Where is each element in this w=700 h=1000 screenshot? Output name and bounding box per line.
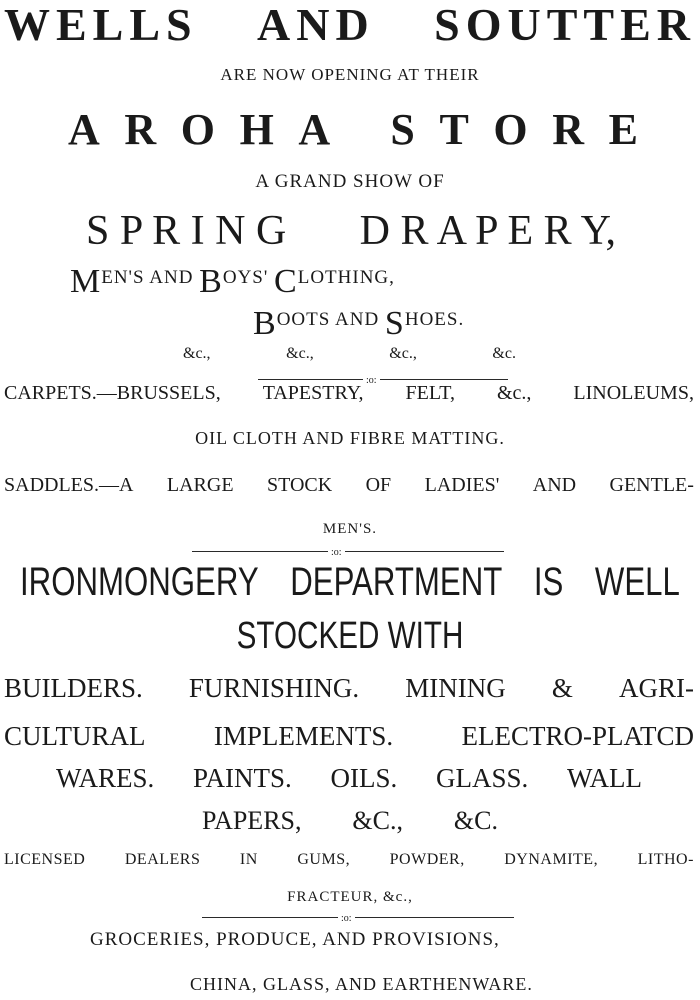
footwear-line bbox=[253, 307, 464, 341]
licensed-word: LICENSED bbox=[4, 851, 86, 868]
carpets-continuation: OIL CLOTH AND FIBRE MATTING. bbox=[195, 428, 505, 448]
ironmongery-line bbox=[20, 562, 680, 602]
divider-mark: :o: bbox=[328, 548, 345, 558]
store-letter: A bbox=[298, 105, 331, 154]
cultural-word: IMPLEMENTS. bbox=[213, 721, 394, 751]
drop-initial: B bbox=[199, 263, 223, 300]
store-letter: S bbox=[390, 105, 415, 154]
drop-initial: B bbox=[253, 305, 277, 342]
saddles-continuation: MEN'S. bbox=[322, 521, 378, 537]
saddles-word: OF bbox=[365, 474, 392, 496]
store-letter: E bbox=[608, 105, 638, 154]
spring-drapery bbox=[86, 210, 616, 252]
builders-word: MINING bbox=[405, 673, 506, 703]
saddles-word: GENTLE- bbox=[609, 474, 694, 496]
groceries-line: GROCERIES, PRODUCE, AND PROVISIONS, bbox=[90, 929, 500, 950]
saddles-word: SADDLES.—A bbox=[4, 474, 134, 496]
divider-rule bbox=[192, 551, 504, 552]
etc-item: &c. bbox=[492, 345, 516, 362]
clothing-word: OYS' bbox=[222, 267, 269, 288]
store-gap bbox=[355, 108, 366, 152]
carpets-word: FELT, bbox=[405, 382, 455, 404]
divider-mark: :o: bbox=[363, 376, 380, 386]
drop-initial: M bbox=[70, 263, 102, 300]
wares-word: GLASS. bbox=[435, 763, 529, 793]
etc-item: &c., bbox=[286, 345, 314, 362]
headline-word: SOUTTER bbox=[434, 0, 696, 50]
clothing-line bbox=[70, 265, 395, 299]
store-letter: H bbox=[239, 105, 274, 154]
papers-line bbox=[202, 808, 498, 834]
carpets-word: TAPESTRY, bbox=[262, 382, 364, 404]
show-intro: A GRAND SHOW OF bbox=[255, 171, 445, 192]
licensed-word: GUMS, bbox=[297, 851, 351, 868]
drop-initial: C bbox=[274, 263, 298, 300]
builders-word: BUILDERS. bbox=[4, 673, 143, 703]
wares-word: PAINTS. bbox=[192, 763, 292, 793]
clothing-word: LOTHING, bbox=[297, 267, 395, 288]
licensed-word: DYNAMITE, bbox=[504, 851, 599, 868]
headline-word: AND bbox=[257, 0, 375, 50]
store-letter: O bbox=[493, 105, 528, 154]
store-letter: O bbox=[180, 105, 215, 154]
etc-row bbox=[183, 346, 516, 362]
builders-word: FURNISHING. bbox=[188, 673, 360, 703]
carpets-word: CARPETS.—BRUSSELS, bbox=[4, 382, 221, 404]
feature-word: D R A P E R Y, bbox=[359, 208, 616, 254]
store-letter: T bbox=[439, 105, 469, 154]
divider-rule bbox=[258, 379, 508, 380]
cultural-word: ELECTRO-PLATCD bbox=[461, 721, 694, 751]
iron-word: IS bbox=[533, 560, 564, 604]
wares-word: WALL bbox=[566, 763, 642, 793]
clothing-word: EN'S AND bbox=[101, 267, 194, 288]
iron-word: IRONMONGERY bbox=[20, 560, 259, 604]
section-divider bbox=[192, 548, 504, 558]
saddles-word: LARGE bbox=[166, 474, 234, 496]
feature-word: S P R I N G bbox=[86, 208, 287, 254]
saddles-line bbox=[4, 475, 694, 495]
licensed-word: DEALERS bbox=[124, 851, 201, 868]
papers-word: &C., bbox=[352, 806, 403, 835]
footwear-word: OOTS AND bbox=[276, 309, 380, 330]
carpets-line bbox=[4, 383, 694, 403]
intro-line: ARE NOW OPENING AT THEIR bbox=[220, 65, 480, 84]
wares-word: WARES. bbox=[56, 763, 155, 793]
carpets-word: LINOLEUMS, bbox=[573, 382, 694, 404]
store-name bbox=[68, 105, 638, 154]
divider-rule bbox=[202, 917, 514, 918]
iron-word: DEPARTMENT bbox=[290, 560, 503, 604]
wares-word: OILS. bbox=[330, 763, 398, 793]
papers-word: &C. bbox=[453, 806, 498, 835]
store-letter: A bbox=[68, 105, 100, 154]
builders-word: & bbox=[551, 673, 573, 703]
licensed-word: POWDER, bbox=[389, 851, 465, 868]
etc-item: &c., bbox=[183, 345, 211, 362]
saddles-word: LADIES' bbox=[424, 474, 500, 496]
etc-item: &c., bbox=[389, 345, 417, 362]
cultural-line bbox=[4, 723, 694, 750]
footwear-word: HOES. bbox=[404, 309, 465, 330]
headline bbox=[4, 2, 696, 48]
headline-word: WELLS bbox=[4, 0, 198, 50]
drop-initial: S bbox=[384, 305, 405, 342]
cultural-word: CULTURAL bbox=[4, 721, 146, 751]
builders-word: AGRI- bbox=[619, 673, 694, 703]
section-divider bbox=[202, 914, 514, 924]
licensed-word: LITHO- bbox=[637, 851, 694, 868]
licensed-word: IN bbox=[239, 851, 258, 868]
store-letter: R bbox=[552, 105, 585, 154]
wares-line bbox=[56, 765, 642, 792]
fracteur-line: FRACTEUR, &c., bbox=[287, 889, 413, 905]
papers-word: PAPERS, bbox=[202, 806, 302, 835]
carpets-word: &c., bbox=[496, 382, 532, 404]
builders-line bbox=[4, 675, 694, 702]
store-letter: R bbox=[124, 105, 157, 154]
saddles-word: AND bbox=[532, 474, 577, 496]
saddles-word: STOCK bbox=[266, 474, 333, 496]
stocked-with: STOCKED WITH bbox=[236, 615, 464, 657]
china-line: CHINA, GLASS, AND EARTHENWARE. bbox=[190, 974, 533, 994]
divider-mark: :o: bbox=[338, 914, 355, 924]
iron-word: WELL bbox=[594, 560, 680, 604]
licensed-line bbox=[4, 852, 694, 868]
